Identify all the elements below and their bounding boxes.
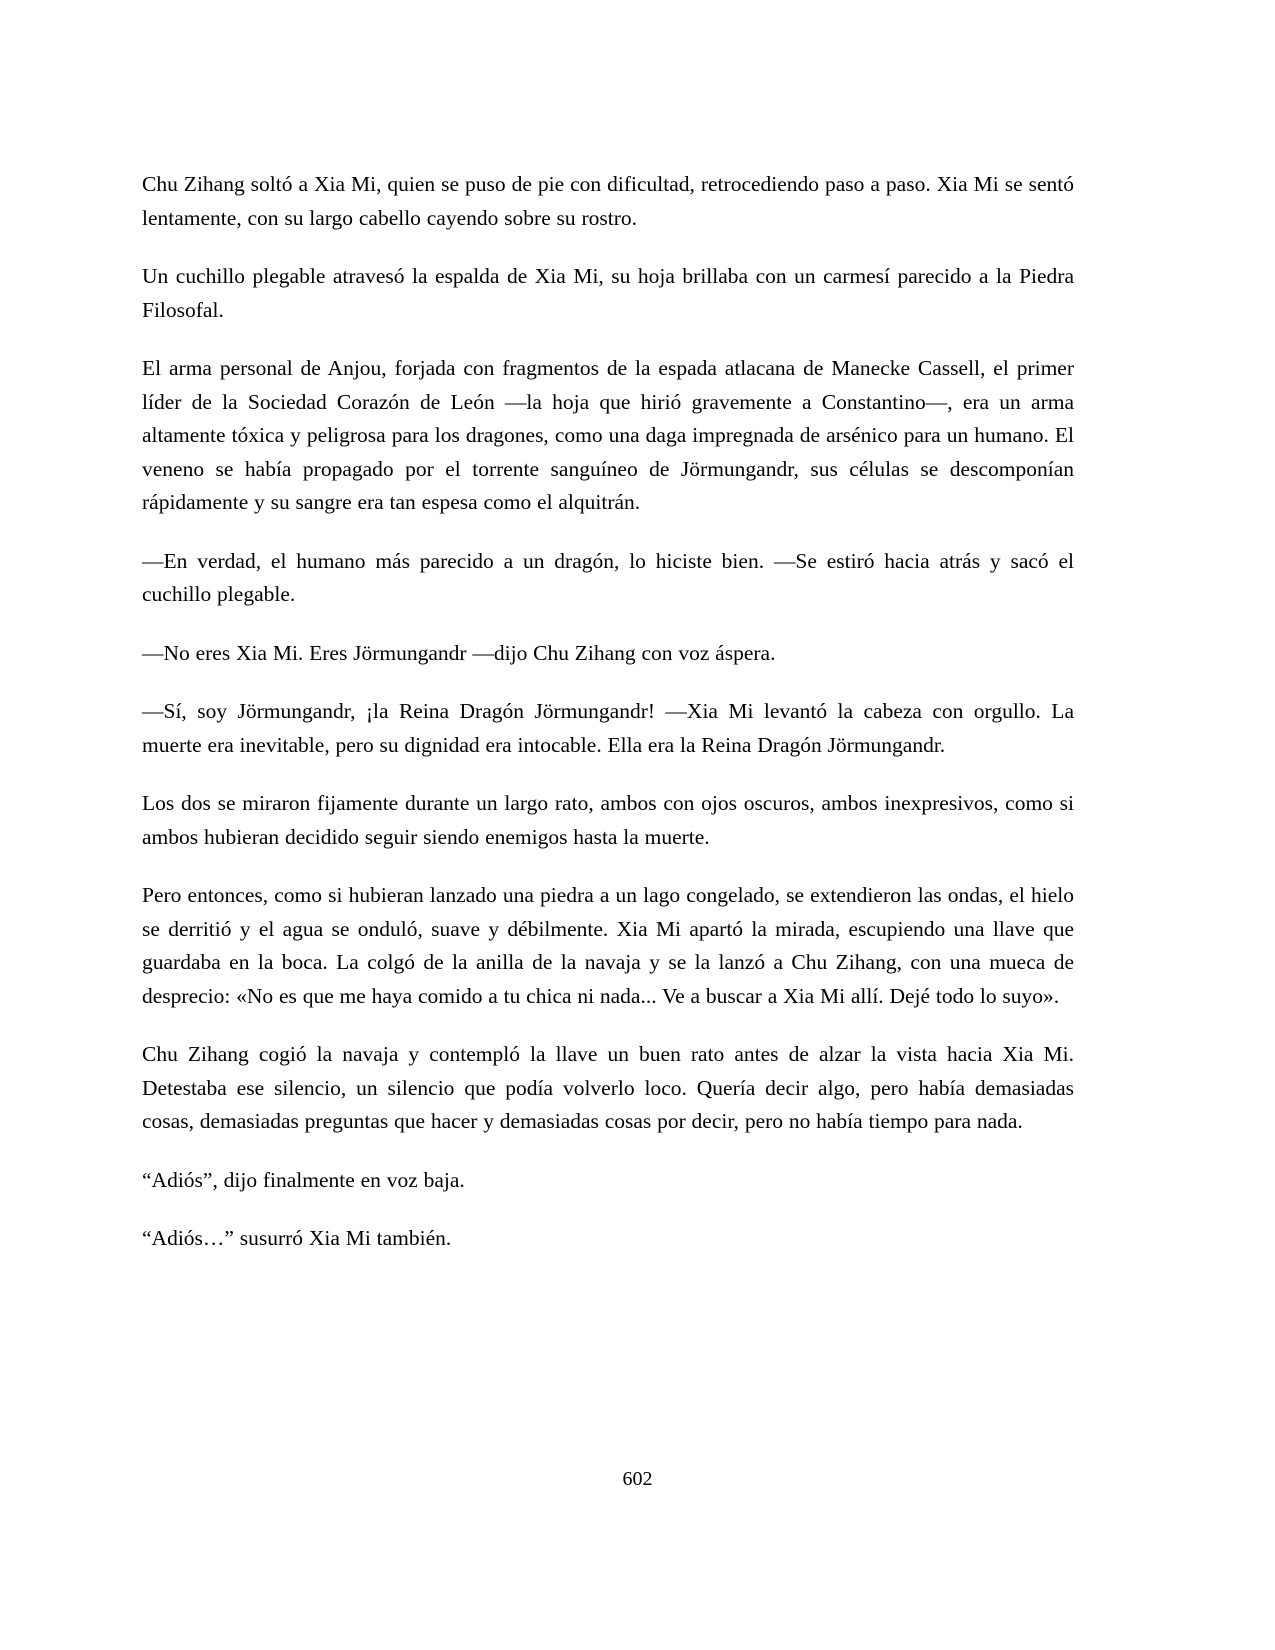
page-body-text [142,168,1074,1256]
body-paragraph: —Sí, soy Jörmungandr, ¡la Reina Dragón Jörmungandr! —Xia Mi levantó la cabeza con orgullo. La muerte era inevitable, pero su dignidad era intocable. Ella era la Reina Dragón Jörmungandr. [142,699,1074,757]
body-paragraph: —En verdad, el humano más parecido a un dragón, lo hiciste bien. —Se estiró hacia atrás y sacó el cuchillo plegable. [142,548,1074,606]
body-paragraph: “Adiós…” susurró Xia Mi también. [142,1226,452,1250]
body-paragraph: Chu Zihang soltó a Xia Mi, quien se puso de pie con dificultad, retrocediendo paso a paso. Xia Mi se sentó lentamente, con su largo cabello cayendo sobre su rostro. [142,172,1074,230]
body-paragraph: Chu Zihang cogió la navaja y contempló la llave un buen rato antes de alzar la vista hacia Xia Mi. Detestaba ese silencio, un silencio que podía volverlo loco. Quería decir algo, pero había demasiadas cosas, demasiadas preguntas que hacer y demasiadas cosas por decir, pero no había tiempo para nada. [142,1042,1074,1133]
body-paragraph: —No eres Xia Mi. Eres Jörmungandr —dijo Chu Zihang con voz áspera. [142,640,776,665]
body-paragraph: Pero entonces, como si hubieran lanzado una piedra a un lago congelado, se extendieron las ondas, el hielo se derritió y el agua se onduló, suave y débilmente. Xia Mi apartó la mirada, escupiendo una llave que guardaba en la boca. La colgó de la anilla de la navaja y se la lanzó a Chu Zihang, con una mueca de desprecio: «No es que me haya comido a tu chica ni nada... Ve a buscar a Xia Mi allí. Dejé todo lo suyo». [142,883,1074,1008]
body-paragraph: El arma personal de Anjou, forjada con fragmentos de la espada atlacana de Manecke Cassell, el primer líder de la Sociedad Corazón de León —la hoja que hirió gravemente a Constantino—, era un arma altamente tóxica y peligrosa para los dragones, como una daga impregnada de arsénico para un humano. El veneno se había propagado por el torrente sanguíneo de Jörmungandr, sus células se descomponían rápidamente y su sangre era tan espesa como el alquitrán. [142,356,1074,514]
body-paragraph: Los dos se miraron fijamente durante un largo rato, ambos con ojos oscuros, ambos inexpresivos, como si ambos hubieran decidido seguir siendo enemigos hasta la muerte. [142,791,1074,849]
body-paragraph: Un cuchillo plegable atravesó la espalda de Xia Mi, su hoja brillaba con un carmesí parecido a la Piedra Filosofal. [142,264,1074,322]
page-number: 602 [622,1468,653,1490]
body-paragraph: “Adiós”, dijo finalmente en voz baja. [142,1167,465,1192]
